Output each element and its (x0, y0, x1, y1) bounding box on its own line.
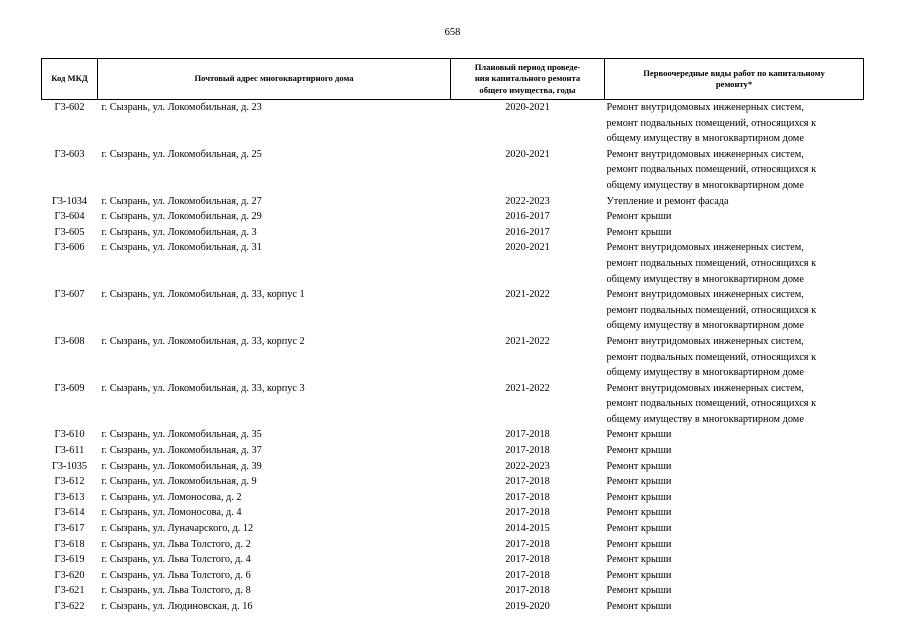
repair-period-cell: 2014-2015 (505, 523, 550, 535)
repair-period-cell: 2017-2018 (505, 491, 550, 503)
mkd-code-cell: Г3-614 (54, 507, 85, 519)
repair-period-cell: 2019-2020 (505, 601, 550, 612)
address-cell: г. Сызрань, ул. Локомобильная, д. 29 (101, 211, 262, 223)
table-row (42, 147, 864, 194)
address-cell: г. Сызрань, ул. Ломоносова, д. 4 (101, 507, 242, 519)
repair-period-cell: 2017-2018 (505, 445, 550, 457)
header-code: Код МКД (42, 59, 98, 100)
repair-period-cell: 2020-2021 (505, 148, 550, 160)
table-row (42, 225, 864, 241)
table-row (42, 209, 864, 225)
address-cell: г. Сызрань, ул. Локомобильная, д. 31 (101, 242, 262, 254)
repair-period-cell: 2022-2023 (505, 460, 550, 472)
table-row (42, 505, 864, 521)
table-row (42, 459, 864, 475)
table-row (42, 599, 864, 615)
mkd-code-cell: Г3-611 (54, 445, 85, 457)
mkd-code-cell: Г3-606 (54, 242, 85, 254)
header-address: Почтовый адрес многоквартирного дома (98, 59, 451, 100)
address-cell: г. Сызрань, ул. Льва Толстого, д. 2 (101, 538, 251, 550)
table-row (42, 443, 864, 459)
table-row (42, 240, 864, 287)
repair-period-cell: 2017-2018 (505, 429, 550, 441)
repair-works-cell: Утепление и ремонт фасада (606, 195, 729, 207)
repair-period-cell: 2017-2018 (505, 476, 550, 488)
repair-period-cell: 2017-2018 (505, 507, 550, 519)
mkd-code-cell: Г3-602 (54, 102, 85, 113)
address-cell: г. Сызрань, ул. Локомобильная, д. 33, корпус 2 (101, 335, 305, 347)
mkd-code-cell: Г3-604 (54, 211, 85, 223)
address-cell: г. Сызрань, ул. Локомобильная, д. 37 (101, 445, 262, 457)
mkd-code-cell: Г3-617 (54, 523, 85, 535)
repair-works-cell: Ремонт крыши (606, 554, 672, 566)
repair-works-cell: Ремонт внутридомовых инженерных систем, ремонт подвальных помещений, относящихся к общему имуществу в многоквартирном доме (606, 242, 817, 285)
repair-works-cell: Ремонт крыши (606, 460, 672, 472)
table-row (42, 474, 864, 490)
mkd-code-cell: Г3-613 (54, 491, 85, 503)
repair-works-cell: Ремонт внутридомовых инженерных систем, ремонт подвальных помещений, относящихся к общему имуществу в многоквартирном доме (606, 382, 817, 425)
address-cell: г. Сызрань, ул. Локомобильная, д. 9 (101, 476, 257, 488)
table-row (42, 568, 864, 584)
table-body (42, 100, 864, 615)
table-row (42, 552, 864, 568)
table-row (42, 427, 864, 443)
repair-works-cell: Ремонт крыши (606, 507, 672, 519)
table-row (42, 194, 864, 210)
mkd-code-cell: Г3-607 (54, 289, 85, 301)
table-row (42, 583, 864, 599)
mkd-code-cell: Г3-1034 (51, 195, 88, 207)
repair-works-cell: Ремонт крыши (606, 538, 672, 550)
repair-works-cell: Ремонт крыши (606, 226, 672, 238)
repair-period-cell: 2020-2021 (505, 242, 550, 254)
repair-period-cell: 2017-2018 (505, 585, 550, 597)
address-cell: г. Сызрань, ул. Льва Толстого, д. 8 (101, 585, 251, 597)
repair-works-cell: Ремонт внутридомовых инженерных систем, ремонт подвальных помещений, относящихся к общему имуществу в многоквартирном доме (606, 148, 817, 191)
repair-works-cell: Ремонт крыши (606, 569, 672, 581)
mkd-code-cell: Г3-622 (54, 601, 85, 612)
mkd-code-cell: Г3-605 (54, 226, 85, 238)
table-row (42, 381, 864, 428)
repair-period-cell: 2017-2018 (505, 538, 550, 550)
repair-works-cell: Ремонт крыши (606, 445, 672, 457)
repair-period-cell: 2021-2022 (505, 335, 550, 347)
table-row (42, 100, 864, 147)
mkd-code-cell: Г3-608 (54, 335, 85, 347)
mkd-code-cell: Г3-610 (54, 429, 85, 441)
table-row (42, 521, 864, 537)
repair-period-cell: 2016-2017 (505, 226, 550, 238)
repair-works-cell: Ремонт внутридомовых инженерных систем, ремонт подвальных помещений, относящихся к общему имуществу в многоквартирном доме (606, 102, 817, 145)
header-period: Плановый период проведе- ния капитального ремонта общего имущества, годы (451, 59, 605, 100)
address-cell: г. Сызрань, ул. Локомобильная, д. 39 (101, 460, 262, 472)
address-cell: г. Сызрань, ул. Льва Толстого, д. 4 (101, 554, 251, 566)
repair-works-cell: Ремонт крыши (606, 585, 672, 597)
table-row (42, 490, 864, 506)
table-header-row (42, 59, 864, 100)
table-row (42, 287, 864, 334)
address-cell: г. Сызрань, ул. Луначарского, д. 12 (101, 523, 254, 535)
repair-works-cell: Ремонт крыши (606, 211, 672, 223)
repair-period-cell: 2016-2017 (505, 211, 550, 223)
address-cell: г. Сызрань, ул. Людиновская, д. 16 (101, 601, 253, 612)
address-cell: г. Сызрань, ул. Локомобильная, д. 23 (101, 102, 262, 113)
address-cell: г. Сызрань, ул. Локомобильная, д. 33, корпус 1 (101, 289, 305, 301)
repair-works-cell: Ремонт внутридомовых инженерных систем, ремонт подвальных помещений, относящихся к общему имуществу в многоквартирном доме (606, 289, 817, 332)
address-cell: г. Сызрань, ул. Ломоносова, д. 2 (101, 491, 242, 503)
address-cell: г. Сызрань, ул. Локомобильная, д. 27 (101, 195, 262, 207)
mkd-code-cell: Г3-612 (54, 476, 85, 488)
repair-period-cell: 2017-2018 (505, 554, 550, 566)
repair-period-cell: 2022-2023 (505, 195, 550, 207)
repair-period-cell: 2017-2018 (505, 569, 550, 581)
mkd-code-cell: Г3-609 (54, 382, 85, 394)
mkd-code-cell: Г3-603 (54, 148, 85, 160)
page-number: 658 (444, 27, 461, 38)
table-row (42, 537, 864, 553)
address-cell: г. Сызрань, ул. Локомобильная, д. 3 (101, 226, 257, 238)
table-row (42, 334, 864, 381)
repair-works-cell: Ремонт крыши (606, 491, 672, 503)
repair-works-cell: Ремонт крыши (606, 429, 672, 441)
repair-works-cell: Ремонт крыши (606, 523, 672, 535)
repair-period-cell: 2021-2022 (505, 382, 550, 394)
capital-repair-table (41, 58, 864, 615)
header-works: Первоочередные виды работ по капитальному ремонту* (605, 59, 864, 100)
address-cell: г. Сызрань, ул. Локомобильная, д. 33, корпус 3 (101, 382, 305, 394)
address-cell: г. Сызрань, ул. Локомобильная, д. 25 (101, 148, 262, 160)
address-cell: г. Сызрань, ул. Локомобильная, д. 35 (101, 429, 262, 441)
repair-period-cell: 2020-2021 (505, 102, 550, 113)
mkd-code-cell: Г3-621 (54, 585, 85, 597)
mkd-code-cell: Г3-619 (54, 554, 85, 566)
mkd-code-cell: Г3-1035 (51, 460, 88, 472)
repair-period-cell: 2021-2022 (505, 289, 550, 301)
repair-works-cell: Ремонт крыши (606, 476, 672, 488)
mkd-code-cell: Г3-620 (54, 569, 85, 581)
mkd-code-cell: Г3-618 (54, 538, 85, 550)
repair-works-cell: Ремонт крыши (606, 601, 672, 612)
repair-works-cell: Ремонт внутридомовых инженерных систем, ремонт подвальных помещений, относящихся к общему имуществу в многоквартирном доме (606, 335, 817, 379)
address-cell: г. Сызрань, ул. Льва Толстого, д. 6 (101, 569, 251, 581)
